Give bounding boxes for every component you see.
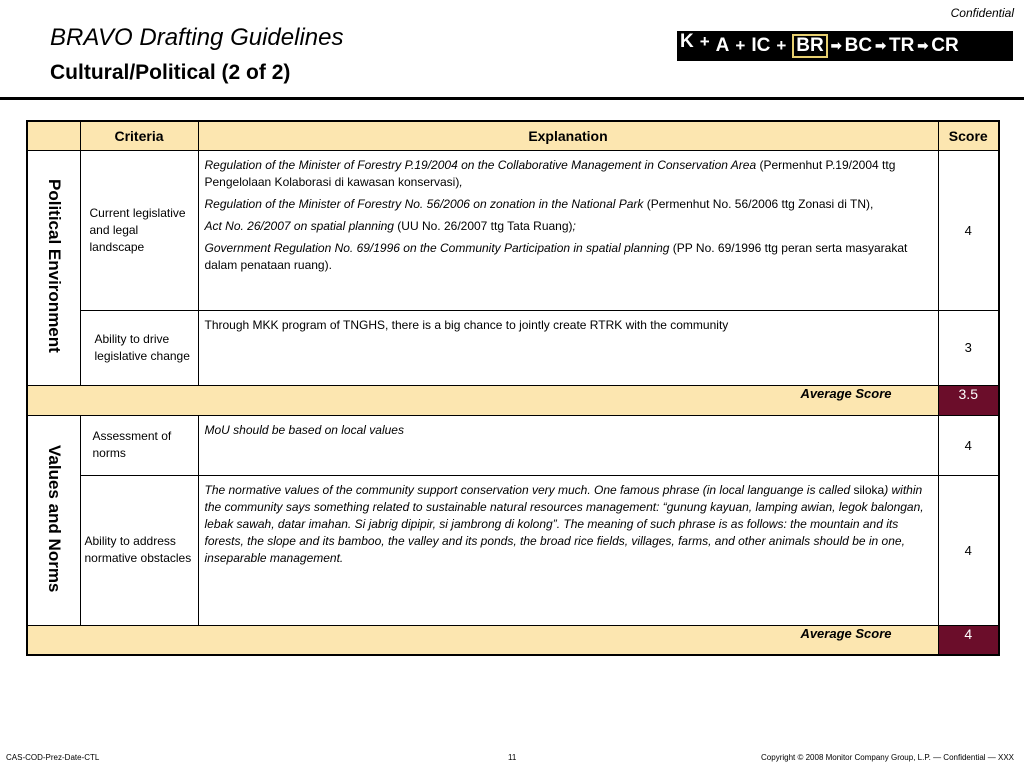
plus-sign: + <box>699 32 710 51</box>
deck-title: BRAVO Drafting Guidelines <box>50 24 344 51</box>
average-score-label: Average Score <box>27 625 938 655</box>
arrow-right-icon: ➡ <box>917 38 929 53</box>
table-row <box>27 150 999 310</box>
process-step-a: A <box>715 35 730 56</box>
criteria-cell: Current legislative and legal landscape <box>80 150 198 310</box>
process-step-bc: BC <box>844 35 873 56</box>
section-name: Values and Norms <box>44 444 64 593</box>
explanation-item: Regulation of the Minister of Forestry No. 56/2006 on zonation in the National Park (Permenhut No. 56/2006 ttg Zonasi di TN), <box>204 196 874 211</box>
criteria-cell: Ability to address normative obstacles <box>80 475 198 625</box>
explanation-item: Government Regulation No. 69/1996 on the Community Participation in spatial planning (PP No. 69/1996 ttg peran serta masyarakat dalam penataan ruang). <box>204 240 908 272</box>
column-header-criteria: Criteria <box>80 121 198 150</box>
score-cell: 3 <box>938 310 999 385</box>
explanation-cell <box>198 150 938 310</box>
average-row <box>27 625 999 655</box>
plus-sign: + <box>776 36 787 55</box>
explanation-cell: The normative values of the community support conservation very much. One famous phrase (in local languange is called siloka) within the community says something related to sustainable natural resources management: “gunung kayuan, lamping awian, legok balongan, lebak sawah, datar imahan. Si jabrig dipipir, si jambrong di kolong”. The meaning of such phrase is as follows: the mountain and its forests, the slope and its bamboo, the valley and its ponds, the broad rice fields, villages, farms, and other animals should be in one, inseparable management. <box>198 475 938 625</box>
table-header-corner <box>27 121 80 150</box>
process-bar <box>677 31 1013 61</box>
slide-title: Cultural/Political (2 of 2) <box>50 61 291 84</box>
plus-sign: + <box>735 36 746 55</box>
explanation-item: Act No. 26/2007 on spatial planning (UU No. 26/2007 ttg Tata Ruang); <box>204 218 576 233</box>
average-score-value: 4 <box>938 625 999 655</box>
explanation-cell: MoU should be based on local values <box>198 415 938 475</box>
table-row <box>27 415 999 475</box>
average-score-label: Average Score <box>27 385 938 415</box>
process-step-cr: CR <box>931 35 959 56</box>
arrow-right-icon: ➡ <box>830 38 842 53</box>
footer-copyright: Copyright © 2008 Monitor Company Group, L.P. — Confidential — XXX <box>761 753 1014 762</box>
criteria-cell: Ability to drive legislative change <box>80 310 198 385</box>
process-step-k: K <box>680 31 694 52</box>
score-cell: 4 <box>938 475 999 625</box>
process-step-tr: TR <box>889 35 915 56</box>
table-row <box>27 310 999 385</box>
average-score-value: 3.5 <box>938 385 999 415</box>
section-label-political-environment <box>27 150 80 385</box>
explanation-item: Regulation of the Minister of Forestry P.19/2004 on the Collaborative Management in Conservation Area (Permenhut P.19/2004 ttg Pengelolaan Kolaborasi di kawasan konservasi), <box>204 157 896 189</box>
section-label-values-and-norms <box>27 415 80 625</box>
process-step-ic: IC <box>751 35 771 56</box>
column-header-explanation: Explanation <box>198 121 938 150</box>
assessment-table <box>26 120 1000 656</box>
footer-page-number: 11 <box>508 753 517 762</box>
process-step-br: BR <box>792 34 827 58</box>
table-header-row <box>27 121 999 150</box>
criteria-cell: Assessment of norms <box>80 415 198 475</box>
title-divider <box>0 97 1024 100</box>
score-cell: 4 <box>938 150 999 310</box>
score-cell: 4 <box>938 415 999 475</box>
arrow-right-icon: ➡ <box>875 38 886 53</box>
footer-document-code: CAS-COD-Prez-Date-CTL <box>6 753 100 762</box>
table-row <box>27 475 999 625</box>
confidential-label: Confidential <box>950 6 1014 20</box>
section-name: Political Environment <box>44 179 64 353</box>
average-row <box>27 385 999 415</box>
column-header-score: Score <box>938 121 999 150</box>
explanation-cell: Through MKK program of TNGHS, there is a big chance to jointly create RTRK with the community <box>198 310 938 385</box>
